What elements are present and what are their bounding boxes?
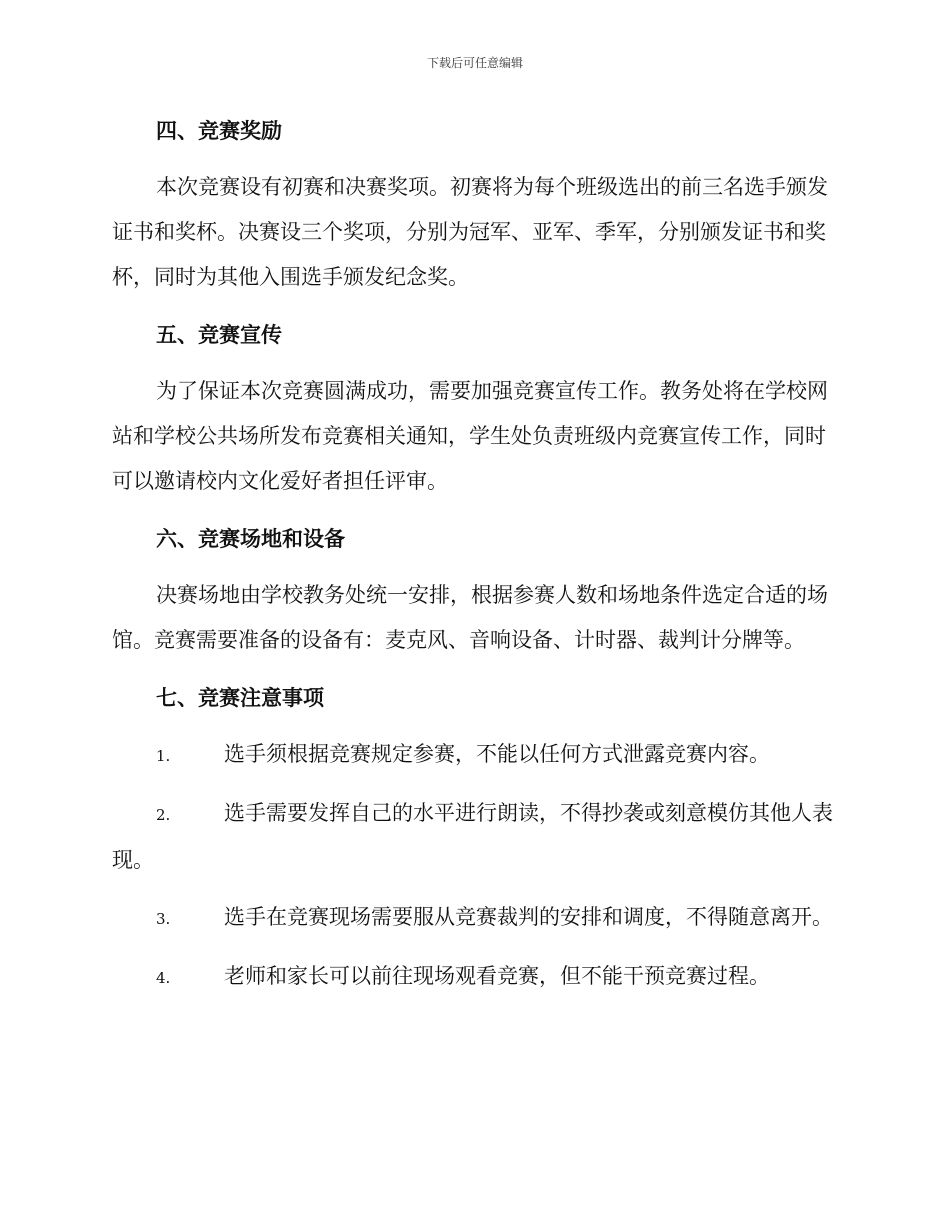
list-item-text: 选手在竞赛现场需要服从竞赛裁判的安排和调度，不得随意离开。 xyxy=(224,905,833,929)
section-heading: 四、竞赛奖励 xyxy=(156,118,282,143)
list-item-text: 选手需要发挥自己的水平进行朗读，不得抄袭或刻意模仿其他人表现。 xyxy=(112,801,833,872)
section-paragraph: 本次竞赛设有初赛和决赛奖项。初赛将为每个班级选出的前三名选手颁发证书和奖杯。决赛设三个奖项，分别为冠军、亚军、季军，分别颁发证书和奖杯，同时为其他入围选手颁发纪念奖。 xyxy=(112,175,828,289)
section-notes xyxy=(112,675,834,1001)
document-body xyxy=(112,108,834,1013)
section-paragraph: 为了保证本次竞赛圆满成功，需要加强竞赛宣传工作。教务处将在学校网站和学校公共场所发布竞赛相关通知，学生处负责班级内竞赛宣传工作，同时可以邀请校内文化爱好者担任评审。 xyxy=(112,379,828,493)
list-item xyxy=(112,791,834,883)
section-heading: 五、竞赛宣传 xyxy=(156,322,282,347)
section-paragraph: 决赛场地由学校教务处统一安排，根据参赛人数和场地条件选定合适的场馆。竞赛需要准备的设备有：麦克风、音响设备、计时器、裁判计分牌等。 xyxy=(112,583,828,652)
list-item-number: 2. xyxy=(156,806,171,824)
section-publicity xyxy=(112,312,834,504)
section-heading: 七、竞赛注意事项 xyxy=(156,685,324,710)
list-item xyxy=(112,895,834,942)
list-item-number: 4. xyxy=(156,969,171,987)
section-heading: 六、竞赛场地和设备 xyxy=(156,526,345,551)
page-header: 下载后可任意编辑 xyxy=(426,56,523,70)
list-item-number: 1. xyxy=(156,747,171,765)
list-item xyxy=(112,954,834,1001)
section-venue xyxy=(112,516,834,663)
section-awards xyxy=(112,108,834,300)
list-item-text: 选手须根据竞赛规定参赛，不能以任何方式泄露竞赛内容。 xyxy=(224,742,770,766)
list-item-number: 3. xyxy=(156,910,171,928)
list-item xyxy=(112,732,834,779)
list-item-text: 老师和家长可以前往现场观看竞赛，但不能干预竞赛过程。 xyxy=(224,964,770,988)
